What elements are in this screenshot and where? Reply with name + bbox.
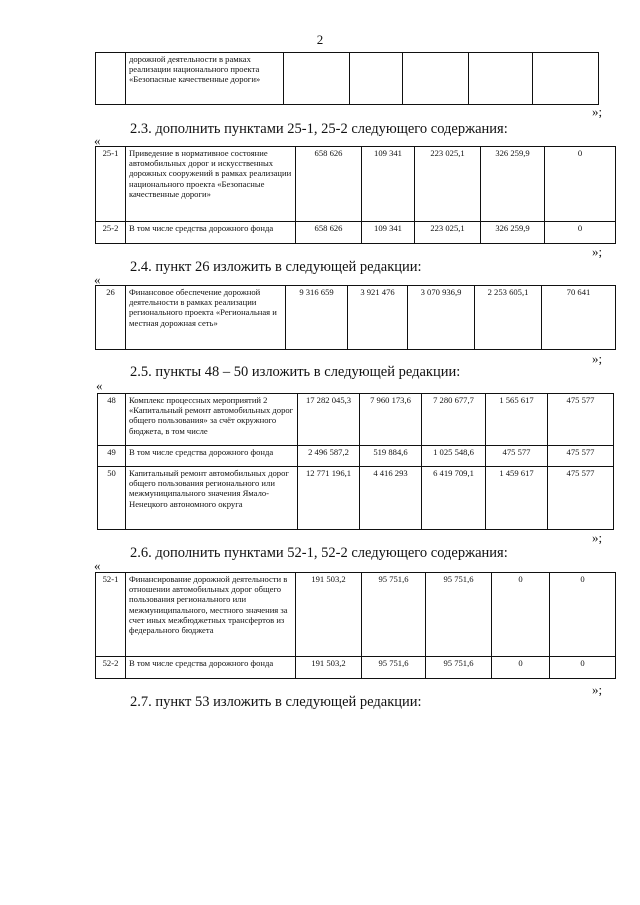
cell-value: 519 884,6 [360,446,422,467]
cell-value: 0 [545,147,616,222]
table-items-25 [95,146,616,244]
cell-value: 658 626 [296,147,362,222]
cell-num: 49 [98,446,126,467]
cell-num: 25-2 [96,222,126,244]
cell-value: 9 316 659 [286,286,348,350]
cell-value: 326 259,9 [481,147,545,222]
cell-num [96,53,126,105]
closing-quote: »; [592,104,603,119]
cell-value: 0 [550,657,616,679]
cell-value [350,53,403,105]
cell-value: 1 025 548,6 [422,446,486,467]
cell-value: 475 577 [548,467,614,530]
section-heading-2-3: 2.3. дополнить пунктами 25-1, 25-2 следующего содержания: [130,121,508,137]
cell-value [533,53,599,105]
cell-value: 2 253 605,1 [475,286,542,350]
table-items-48-50 [97,393,614,530]
cell-value: 191 503,2 [296,657,362,679]
section-heading-2-5: 2.5. пункты 48 – 50 изложить в следующей редакции: [130,364,461,380]
cell-value: 95 751,6 [426,573,492,657]
cell-value: 95 751,6 [426,657,492,679]
cell-description: В том числе средства дорожного фонда [126,446,298,467]
cell-num: 52-2 [96,657,126,679]
cell-value: 17 282 045,3 [298,394,360,446]
opening-quote: « [96,378,103,393]
cell-description: Финансовое обеспечение дорожной деятельности в рамках реализации регионального проекта «Региональная и местная дорожная сеть» [126,286,286,350]
cell-description: Комплекс процессных мероприятий 2 «Капитальный ремонт автомобильных дорог общего пользования» за счёт окружного бюджета, в том числе [126,394,298,446]
cell-description: В том числе средства дорожного фонда [126,222,296,244]
cell-value: 475 577 [548,394,614,446]
cell-num: 48 [98,394,126,446]
cell-value: 7 960 173,6 [360,394,422,446]
cell-value: 2 496 587,2 [298,446,360,467]
table-row [96,147,616,222]
cell-description: Капитальный ремонт автомобильных дорог общего пользования регионального или межмуниципального значения Ямало-Ненецкого автономного округа [126,467,298,530]
closing-quote: »; [592,682,603,697]
table-row [96,286,616,350]
cell-value: 6 419 709,1 [422,467,486,530]
cell-value: 109 341 [362,147,415,222]
cell-value: 95 751,6 [362,573,426,657]
section-heading-2-6: 2.6. дополнить пунктами 52-1, 52-2 следующего содержания: [130,545,508,561]
cell-num: 26 [96,286,126,350]
opening-quote: « [94,558,101,573]
cell-value: 7 280 677,7 [422,394,486,446]
section-heading-2-7: 2.7. пункт 53 изложить в следующей редакции: [130,694,422,710]
cell-value: 326 259,9 [481,222,545,244]
table-row [96,657,616,679]
closing-quote: »; [592,244,603,259]
cell-value: 12 771 196,1 [298,467,360,530]
table-row [96,222,616,244]
cell-value: 1 565 617 [486,394,548,446]
table-row [98,467,614,530]
table-items-52 [95,572,616,679]
table-item-26 [95,285,616,350]
cell-value [469,53,533,105]
table-row [96,573,616,657]
opening-quote: « [94,133,101,148]
cell-description: Финансирование дорожной деятельности в отношении автомобильных дорог общего пользования регионального или межмуниципального, местного значения за счет иных межбюджетных трансфертов из федерального бюджета [126,573,296,657]
cell-value: 3 921 476 [348,286,408,350]
cell-value [284,53,350,105]
cell-value: 475 577 [486,446,548,467]
cell-value: 223 025,1 [415,222,481,244]
cell-num: 52-1 [96,573,126,657]
cell-value: 0 [492,657,550,679]
cell-value: 95 751,6 [362,657,426,679]
cell-num: 25-1 [96,147,126,222]
cell-value: 658 626 [296,222,362,244]
cell-value: 223 025,1 [415,147,481,222]
cell-value: 191 503,2 [296,573,362,657]
closing-quote: »; [592,351,603,366]
cell-value: 0 [550,573,616,657]
closing-quote: »; [592,530,603,545]
cell-value: 109 341 [362,222,415,244]
table-row [96,53,599,105]
table-row [98,394,614,446]
cell-value: 3 070 936,9 [408,286,475,350]
cell-value: 4 416 293 [360,467,422,530]
cell-description: дорожной деятельности в рамках реализации национального проекта «Безопасные качественные дороги» [126,53,284,105]
cell-description: В том числе средства дорожного фонда [126,657,296,679]
cell-value: 0 [492,573,550,657]
cell-value: 1 459 617 [486,467,548,530]
cell-description: Приведение в нормативное состояние автомобильных дорог и искусственных дорожных сооружений в рамках реализации национального проекта «Безопасные качественные дороги» [126,147,296,222]
cell-value: 70 641 [542,286,616,350]
cell-value [403,53,469,105]
cell-value: 475 577 [548,446,614,467]
section-heading-2-4: 2.4. пункт 26 изложить в следующей редакции: [130,259,422,275]
table-row [98,446,614,467]
cell-value: 0 [545,222,616,244]
table-continuation [95,52,599,105]
page-number: 2 [316,32,324,47]
opening-quote: « [94,272,101,287]
cell-num: 50 [98,467,126,530]
